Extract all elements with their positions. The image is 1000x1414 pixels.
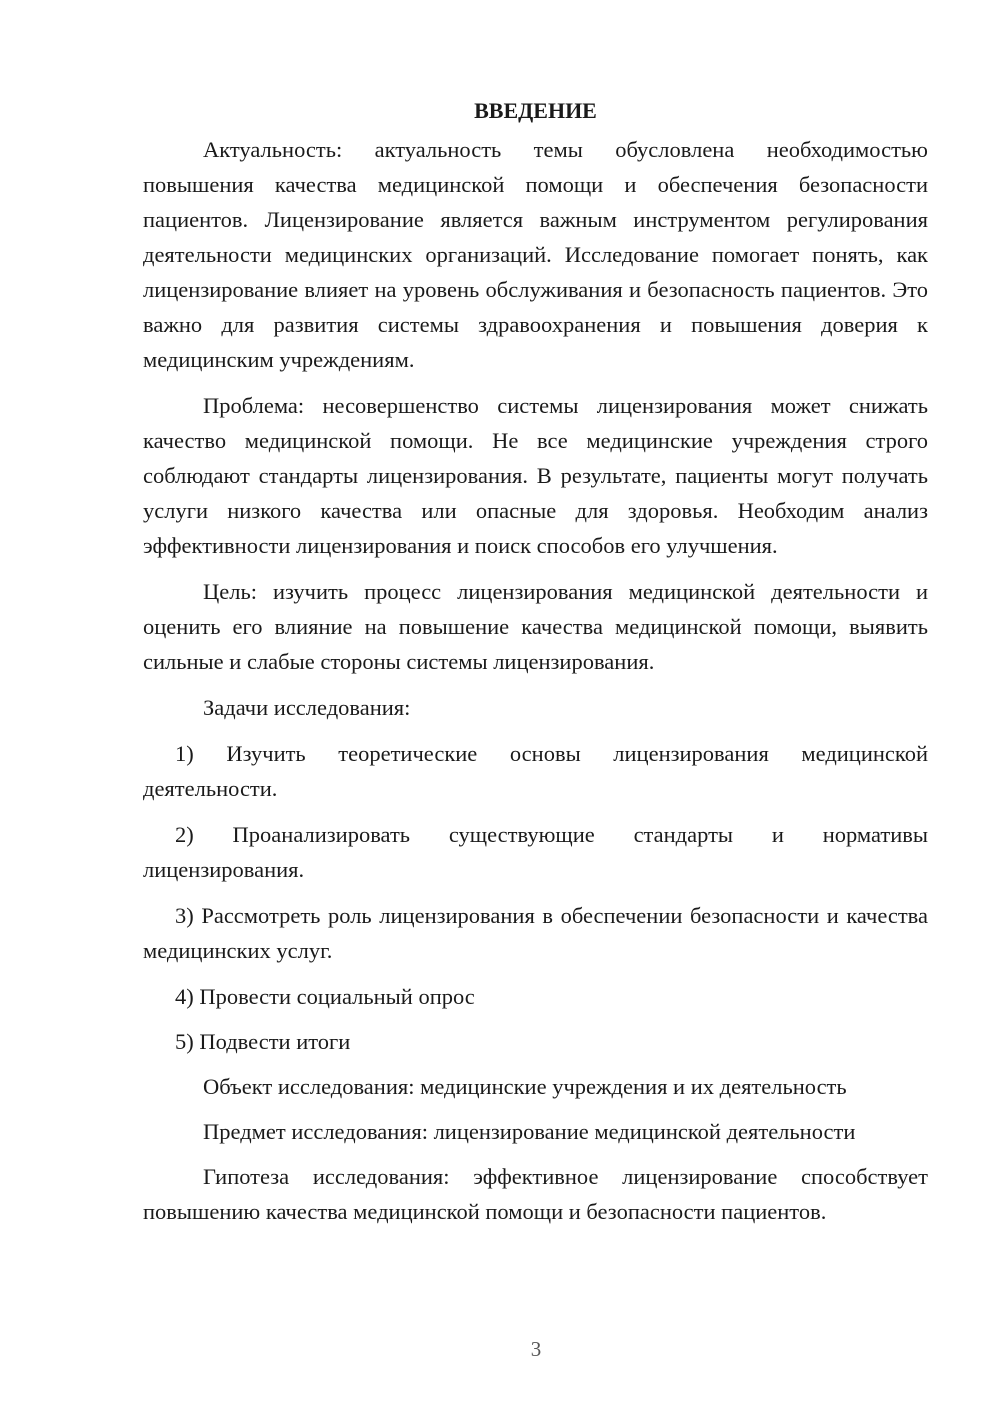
page-number: 3: [530, 1337, 542, 1361]
object-line: Объект исследования: медицинские учреждения и их деятельность: [203, 1074, 847, 1099]
subject-line: Предмет исследования: лицензирование медицинской деятельности: [203, 1119, 856, 1144]
task-item-3: 3) Рассмотреть роль лицензирования в обеспечении безопасности и качества медицинских услуг.: [143, 903, 928, 963]
hypothesis-paragraph: Гипотеза исследования: эффективное лицензирование способствует повышению качества медицинской помощи и безопасности пациентов.: [143, 1164, 928, 1224]
relevance-paragraph: Актуальность: актуальность темы обусловлена необходимостью повышения качества медицинской помощи и обеспечения безопасности пациентов. Лицензирование является важным инструментом регулирования деятельности медицинских организаций. Исследование помогает понять, как лицензирование влияет на уровень обслуживания и безопасность пациентов. Это важно для развития системы здравоохранения и повышения доверия к медицинским учреждениям.: [143, 137, 928, 372]
problem-paragraph: Проблема: несовершенство системы лицензирования может снижать качество медицинской помощи. Не все медицинские учреждения строго соблюдают стандарты лицензирования. В результате, пациенты могут получать услуги низкого качества или опасные для здоровья. Необходим анализ эффективности лицензирования и поиск способов его улучшения.: [143, 393, 928, 558]
task-item-5: 5) Подвести итоги: [175, 1029, 351, 1054]
goal-paragraph: Цель: изучить процесс лицензирования медицинской деятельности и оценить его влияние на повышение качества медицинской помощи, выявить сильные и слабые стороны системы лицензирования.: [143, 579, 928, 674]
task-item-2: 2) Проанализировать существующие стандарты и нормативы лицензирования.: [143, 822, 928, 882]
task-item-1: 1) Изучить теоретические основы лицензирования медицинской деятельности.: [143, 741, 928, 801]
tasks-heading: Задачи исследования:: [203, 695, 411, 720]
task-item-4: 4) Провести социальный опрос: [175, 984, 475, 1009]
page-content: [143, 93, 928, 1229]
section-heading: ВВЕДЕНИЕ: [474, 98, 597, 123]
